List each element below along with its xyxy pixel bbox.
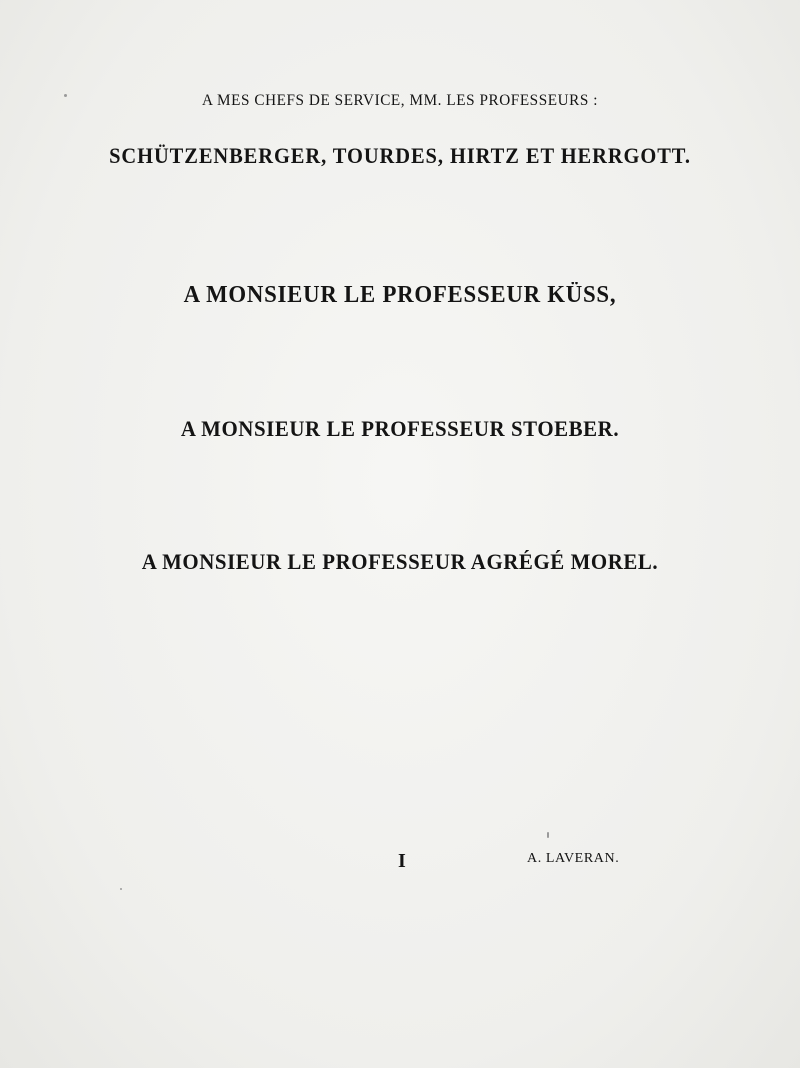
dedication-chefs: SCHÜTZENBERGER, TOURDES, HIRTZ ET HERRGOTT. bbox=[109, 143, 691, 168]
paper-speck bbox=[547, 832, 549, 838]
paper-speck bbox=[120, 888, 122, 890]
dedication-intro: A MES CHEFS DE SERVICE, MM. LES PROFESSEURS : bbox=[201, 92, 599, 109]
dedication-kuss: A MONSIEUR LE PROFESSEUR KÜSS, bbox=[183, 282, 617, 308]
author-signature: A. LAVERAN. bbox=[527, 851, 620, 866]
paper-speck bbox=[64, 94, 67, 97]
dedication-morel: A MONSIEUR LE PROFESSEUR AGRÉGÉ MOREL. bbox=[141, 549, 659, 574]
page-number: I bbox=[398, 850, 406, 872]
dedication-stoeber: A MONSIEUR LE PROFESSEUR STOEBER. bbox=[180, 416, 620, 441]
